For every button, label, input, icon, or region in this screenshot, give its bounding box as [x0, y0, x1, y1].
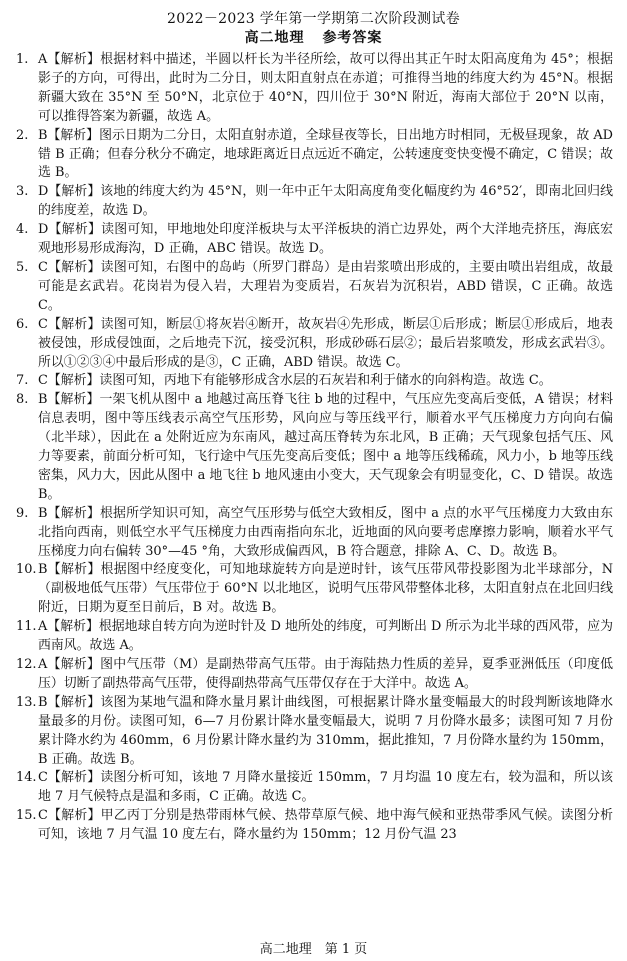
item-number: 8.	[16, 392, 29, 408]
answer-item-9	[14, 505, 613, 562]
item-explanation: C【解析】甲乙丙丁分别是热带雨林气候、热带草原气候、地中海气候和亚热带季风气候。读图分析可知，该地 7 月气温 10 度左右，降水量约为 150mm；12 月份气温 23	[38, 808, 613, 843]
item-explanation: D【解析】该地的纬度大约为 45°N，则一年中正午太阳高度角变化幅度约为 46°52′，即南北回归线的纬度差，故选 D。	[38, 184, 613, 219]
answer-item-10	[14, 561, 613, 618]
answer-item-6	[14, 316, 613, 373]
item-explanation: C【解析】读图分析可知，该地 7 月降水量接近 150mm，7 月均温 10 度左右，较为温和，所以该地 7 月气候特点是温和多雨，C 正确。故选 C。	[38, 770, 613, 805]
item-number: 7.	[16, 373, 29, 389]
item-number: 15.	[16, 808, 37, 824]
item-explanation: A【解析】根据材料中描述，半圆以杆长为半径所绘，故可以得出其正午时太阳高度角为 45°；根据影子的方向，可得出，此时为二分日，则太阳直射点在赤道；可推得当地的纬度大约为 45°N。根据新疆大致在 35°N 至 50°N，北京位于 40°N，四川位于 30°N 附近，海南大部位于 20°N 以南，可以推得答案为新疆，故选 A。	[38, 52, 613, 124]
item-number: 1.	[16, 52, 29, 67]
answer-item-3	[14, 183, 613, 221]
answer-item-2	[14, 127, 613, 184]
item-number: 6.	[16, 316, 29, 332]
item-number: 9.	[16, 505, 29, 521]
item-number: 11.	[16, 619, 37, 635]
item-explanation: B【解析】一架飞机从图中 a 地越过高压脊飞往 b 地的过程中，气压应先变高后变低，A 错误；材料信息表明，图中等压线表示高空气压形势，风向应与等压线平行，顺着水平气压梯度力方向向右偏（北半球），因此在 a 处附近应为东南风，越过高压脊转为东北风，B 正确；天气现象包括气压、风力等要素，前面分析可知，飞行途中气压先变高后变低；图中 a 地等压线稀疏，风力小，b 地等压线密集，风力大，因此从图中 a 地飞往 b 地风速由小变大，天气现象会有明显变化，C、D 错误。故选 B。	[38, 392, 613, 502]
answer-item-14	[14, 769, 613, 807]
item-number: 5.	[16, 259, 29, 275]
exam-subtitle	[14, 29, 613, 48]
item-number: 4.	[16, 222, 29, 238]
item-number: 14.	[16, 770, 37, 786]
item-explanation: B【解析】该图为某地气温和降水量月累计曲线图，可根据累计降水量变幅最大的时段判断该地降水量最多的月份。读图可知，6—7 月份累计降水量变幅最大，说明 7 月份降水最多；读图可知 7 月份累计降水约为 460mm，6 月份累计降水量约为 310mm，据此推知，7 月份降水量约为 150mm，B 正确。故选 B。	[38, 694, 613, 767]
answer-item-11	[14, 618, 613, 656]
page-header	[14, 10, 613, 48]
answer-item-15	[14, 807, 613, 845]
item-number: 10.	[16, 562, 37, 578]
answer-list	[14, 51, 613, 845]
item-explanation: D【解析】读图可知，甲地地处印度洋板块与太平洋板块的消亡边界处，两个大洋地壳挤压，海底宏观地形易形成海沟，D 正确，ABC 错误。故选 D。	[38, 222, 613, 257]
item-explanation: C【解析】读图可知，断层①将灰岩④断开，故灰岩④先形成，断层①后形成；断层①形成后，地表被侵蚀，形成侵蚀面，之后地壳下沉，接受沉积，形成砂砾石层②；最后岩浆喷发，形成玄武岩③。所以①②③④中最后形成的是③，C 正确，ABD 错误。故选 C。	[38, 316, 613, 370]
item-number: 12.	[16, 657, 37, 672]
item-explanation: A【解析】根据地球自转方向为逆时针及 D 地所处的纬度，可判断出 D 所示为北半球的西风带，应为西南风。故选 A。	[38, 619, 613, 654]
page-footer: 高二地理 第 1 页	[259, 942, 368, 957]
answer-item-13	[14, 694, 613, 770]
item-explanation: B【解析】图示日期为二分日，太阳直射赤道，全球昼夜等长，日出地方时相同，无极昼现象，故 AD 错 B 正确；但春分秋分不确定，地球距离近日点远近不确定，公转速度变快变慢不确定，C 错误；故选 B。	[38, 127, 613, 181]
item-explanation: B【解析】根据图中经度变化，可知地球旋转方向是逆时针，该气压带风带投影图为北半球部分，N（副极地低气压带）气压带位于 60°N 以北地区，说明气压带风带整体北移，太阳直射点在北回归线附近，日期为夏至日前后，B 对。故选 B。	[38, 562, 613, 616]
answer-item-12	[14, 656, 613, 694]
exam-title: 2022－2023 学年第一学期第二次阶段测试卷	[167, 11, 460, 27]
item-explanation: C【解析】读图可知，丙地下有能够形成含水层的石灰岩和利于储水的向斜构造。故选 C。	[38, 373, 552, 389]
item-explanation: B【解析】根据所学知识可知，高空气压形势与低空大致相反，图中 a 点的水平气压梯度力大致由东北指向西南，则低空水平气压梯度力由西南指向东北，近地面的风向要考虑摩擦力影响，顺着水平气压梯度力向右偏转 30°—45 °角，大致形成偏西风，B 符合题意，排除 A、C、D。故选 B。	[38, 505, 613, 559]
answer-key-label: 参考答案	[322, 30, 383, 46]
item-number: 3.	[16, 184, 29, 200]
item-number: 2.	[16, 127, 29, 143]
answer-item-5	[14, 259, 613, 316]
item-explanation: C【解析】读图可知，右图中的岛屿（所罗门群岛）是由岩浆喷出形成的，主要由喷出岩组成，故最可能是玄武岩。花岗岩为侵入岩，大理岩为变质岩，石灰岩为沉积岩，ABD 错误，C 正确。故选 C。	[38, 259, 613, 313]
item-explanation: A【解析】图中气压带（M）是副热带高气压带。由于海陆热力性质的差异，夏季亚洲低压（印度低压）切断了副热带高气压带，使得副热带高气压带仅存在于大洋中。故选 A。	[38, 657, 613, 691]
answer-item-7	[14, 372, 613, 391]
item-number: 13.	[16, 694, 37, 710]
answer-item-8	[14, 391, 613, 504]
answer-item-4	[14, 221, 613, 259]
answer-item-1	[14, 51, 613, 127]
subject-label: 高二地理	[244, 30, 305, 46]
